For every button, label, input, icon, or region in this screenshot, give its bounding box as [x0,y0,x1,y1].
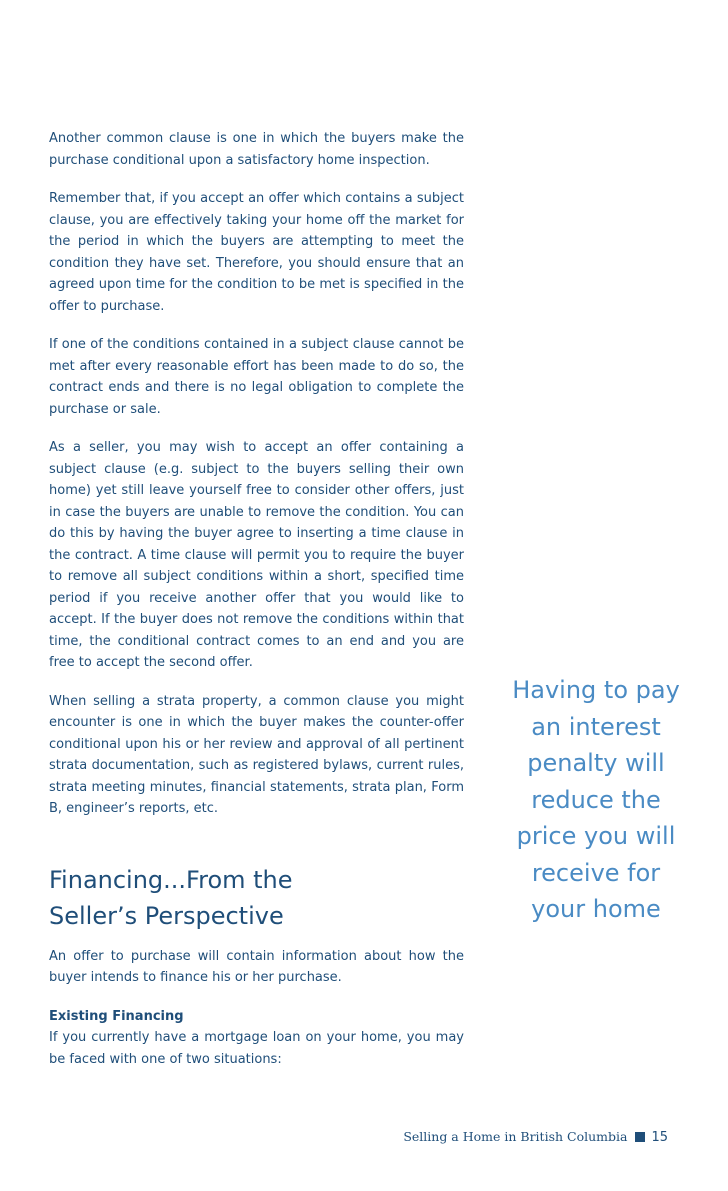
section-heading-line-1: Financing...From the [49,865,293,894]
main-column [49,128,464,1070]
square-bullet-icon [635,1132,645,1142]
body-paragraph-conditions: If one of the conditions contained in a subject clause cannot be met after every reasonable effort has been made to do so, the contract ends and there is no legal obligation to complete the purchase or sale. [49,337,464,417]
subhead-body: If you currently have a mortgage loan on your home, you may be faced with one of two situations: [49,1030,464,1067]
pull-quote-line: reduce the [531,785,661,814]
body-paragraph-off-market: Remember that, if you accept an offer which contains a subject clause, you are effectively taking your home off the market for the period in which the buyers are attempting to meet the condition they have set. Therefore, you should ensure that an agreed upon time for the condition to be met is specified in the offer to purchase. [49,191,464,314]
pull-quote-line: Having to pay [512,676,680,704]
pull-quote-line: an interest [531,712,661,741]
section-heading [49,862,464,934]
pull-quote-line: your home [531,895,661,923]
pull-quote-line: price you will [516,822,676,850]
footer-title: Selling a Home in British Columbia [403,1129,628,1144]
page-footer [400,1128,668,1147]
subhead-existing-financing: Existing Financing [49,1008,184,1024]
section-intro: An offer to purchase will contain information about how the buyer intends to finance his or her purchase. [49,948,464,985]
pull-quote [496,672,696,928]
pull-quote-line: receive for [531,858,661,887]
section-heading-line-2: Seller’s Perspective [49,901,284,930]
body-paragraph-time-clause: As a seller, you may wish to accept an offer containing a subject clause (e.g. subject to the buyers selling their own home) yet still leave yourself free to consider other offers, just in case the buyers are unable to remove the condition. You can do this by having the buyer agree to inserting a time clause in the contract. A time clause will permit you to require the buyer to remove all subject conditions within a short, specified time period if you receive another offer that you would like to accept. If the buyer does not remove the conditions within that time, the conditional contract comes to an end and you are free to accept the second offer. [49,440,464,670]
body-paragraph-inspection: Another common clause is one in which the buyers make the purchase conditional upon a satisfactory home inspection. [49,131,464,168]
page-number: 15 [651,1130,668,1145]
pull-quote-line: penalty will [527,749,665,777]
body-paragraph-strata: When selling a strata property, a common clause you might encounter is one in which the buyer makes the counter-offer conditional upon his or her review and approval of all pertinent strata documentation, such as registered bylaws, current rules, strata meeting minutes, financial statements, strata plan, Form B, engineer’s reports, etc. [49,693,464,816]
